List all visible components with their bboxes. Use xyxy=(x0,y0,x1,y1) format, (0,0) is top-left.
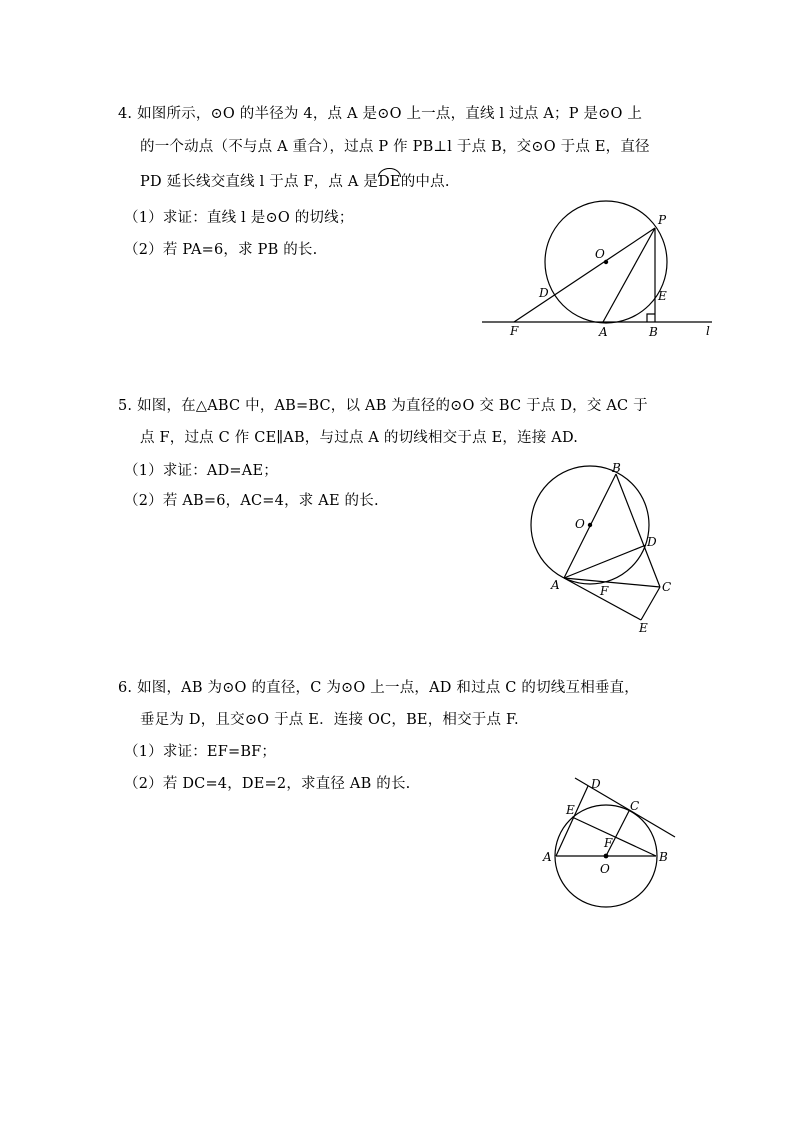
problem-stem: 如图所示，⊙O 的半径为 4，点 A 是⊙O 上一点，直线 l 过点 A；P 是⊙O 上 xyxy=(137,106,643,122)
problem-stem: 如图，AB 为⊙O 的直径，C 为⊙O 上一点，AD 和过点 C 的切线互相垂直， xyxy=(137,680,640,696)
label-e: E xyxy=(566,803,575,817)
label-p: P xyxy=(658,213,667,227)
label-d: D xyxy=(647,535,657,549)
label-o: O xyxy=(575,517,585,531)
label-o: O xyxy=(600,862,610,876)
problem-number: 5. xyxy=(118,398,133,414)
question-2: （2）若 PA=6，求 PB 的长. xyxy=(124,242,318,258)
line-ad xyxy=(556,786,588,856)
label-e: E xyxy=(639,621,648,635)
center-dot xyxy=(604,854,609,859)
label-f: F xyxy=(604,836,613,850)
label-o: O xyxy=(595,247,605,261)
segment-eb xyxy=(572,817,656,856)
label-d: D xyxy=(539,286,549,300)
problem-4-line-2: 的一个动点（不与点 A 重合），过点 P 作 PB⊥l 于点 B，交⊙O 于点 E，直径 xyxy=(140,139,650,155)
label-e: E xyxy=(658,289,667,303)
question-2: （2）若 DC=4，DE=2，求直径 AB 的长. xyxy=(124,776,411,792)
problem-5-line-2: 点 F，过点 C 作 CE∥AB，与过点 A 的切线相交于点 E，连接 AD. xyxy=(140,430,579,446)
label-a: A xyxy=(599,325,608,339)
label-d: D xyxy=(591,777,601,791)
label-a: A xyxy=(543,850,552,864)
arc-notation: DE xyxy=(378,174,401,190)
question-1: （1）求证：AD=AE； xyxy=(124,463,278,479)
question-1: （1）求证：EF=BF； xyxy=(124,744,277,760)
question-2: （2）若 AB=6，AC=4，求 AE 的长. xyxy=(124,493,379,509)
label-b: B xyxy=(649,325,658,339)
problem-6-line-2: 垂足为 D，且交⊙O 于点 E．连接 OC，BE，相交于点 F. xyxy=(140,712,519,728)
label-b: B xyxy=(612,461,621,475)
label-c: C xyxy=(662,580,672,594)
problem-number: 6. xyxy=(118,680,133,696)
label-a: A xyxy=(551,578,560,592)
label-c: C xyxy=(630,799,640,813)
label-b: B xyxy=(659,850,668,864)
problem-4-line-3: PD 延长线交直线 l 于点 F，点 A 是DE的中点. xyxy=(140,174,450,190)
label-f: F xyxy=(600,584,609,598)
problem-number: 4. xyxy=(118,106,133,122)
question-1: （1）求证：直线 l 是⊙O 的切线； xyxy=(124,210,354,226)
label-f: F xyxy=(510,324,519,338)
problem-stem: 如图，在△ABC 中，AB=BC，以 AB 为直径的⊙O 交 BC 于点 D，交 AC 于 xyxy=(137,398,648,414)
label-l: l xyxy=(706,324,710,338)
